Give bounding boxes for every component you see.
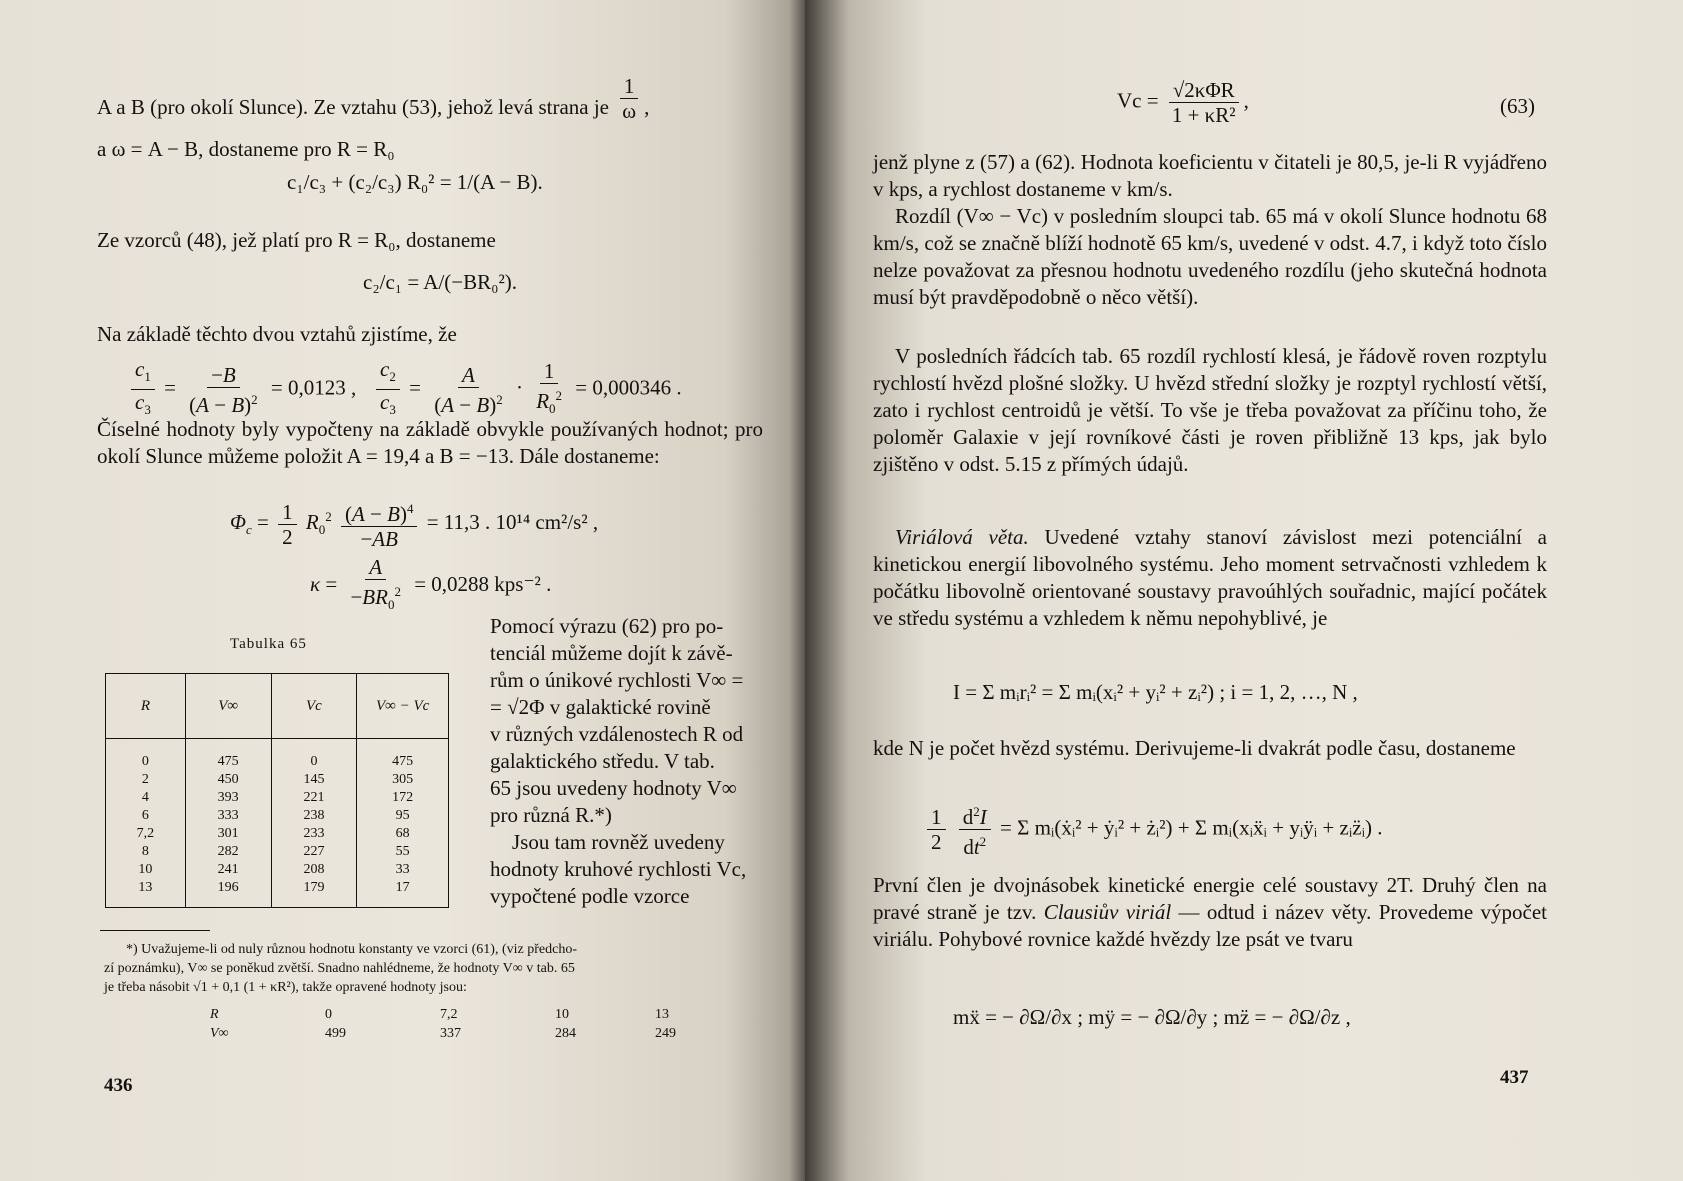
table-cell: 305 [392, 772, 414, 787]
table-cell: 68 [395, 826, 410, 841]
equation-5: κ = $\frac{A}{-BR_0^2}$ = 0,0288 kps⁻² . [310, 555, 552, 613]
right-paragraph-6-end: — odtud i název věty. Provedeme výpočet viriálu. Pohybové rovnice každé hvězdy lze psát ve tvaru [873, 900, 1547, 951]
table-column-vinf [185, 739, 271, 908]
right-paragraph-4 [873, 524, 1547, 632]
equation-5-result: = 0,0288 kps⁻² . [414, 571, 552, 596]
right-paragraph-2: Rozdíl (V∞ − Vc) v posledním sloupci tab. 65 má v okolí Slunce hodnotu 68 km/s, což se značně blíží hodnotě 65 km/s, uvedené v odst. 4.7, i když toto číslo nelze považovat za přesnou hodnotu uvedeného rozdílu (jeho skutečná hodnota musí být pravděpodobně o něco větší). [873, 204, 1547, 309]
table-cell: 6 [141, 808, 149, 823]
footnote-table-cell: 0 [325, 1007, 332, 1022]
side-text-line: pro různá R.*) [490, 803, 612, 827]
side-text-line: 65 jsou uvedeny hodnoty V∞ [490, 776, 737, 800]
left-paragraph-1: Číselné hodnoty byly vypočteny na základě obvykle používaných hodnot; pro okolí Slunce můžeme položit A = 19,4 a B = −13. Dále dostaneme: [97, 417, 763, 468]
table-column-diff [357, 739, 449, 908]
equation-4-result: = 11,3 . 10¹⁴ cm²/s² , [426, 509, 599, 534]
equation-moment-of-inertia: I = Σ mᵢrᵢ² = Σ mᵢ(xᵢ² + yᵢ² + zᵢ²) ; i = 1, 2, …, N , [953, 680, 1358, 704]
side-text-line: vypočtené podle vzorce [490, 884, 690, 908]
table-cell: 145 [303, 772, 325, 787]
equation-63-left: Vc = [1117, 88, 1159, 113]
equation-1: c₁/c₃ + (c₂/c₃) R₀² = 1/(A − B). [287, 170, 543, 194]
equations-of-motion: mẍ = − ∂Ω/∂x ; mÿ = − ∂Ω/∂y ; mz̈ = − ∂Ω/∂z , [953, 1005, 1351, 1029]
right-paragraph-4-text: Uvedené vztahy stanoví závislost mezi potenciální a kinetickou energií libovolného systému. Jeho moment setrvačnosti vzhledem k počátku libovolně orientované soustavy pravoúhlých souřadnic, mající počátek ve středu systému a vzhledem k němu nepohyblivé, je [873, 525, 1547, 630]
footnote-table-cell: 7,2 [440, 1007, 458, 1022]
table-cell: 179 [303, 880, 325, 895]
clausius-virial-term: Clausiův viriál [1043, 900, 1172, 924]
table-cell: 95 [395, 808, 410, 823]
side-text-line: tenciál můžeme dojít k závě- [490, 641, 733, 665]
table-cell: 8 [141, 844, 149, 859]
table-cell: 393 [217, 790, 239, 805]
table-cell: 13 [138, 880, 153, 895]
table-header-row [106, 674, 449, 739]
equation-3: $\frac{c_1}{c_3}$ = $\frac{-B}{(A - B)^2}$ = 0,0123 , $\frac{c_2}{c_3}$ = $\frac{A}{(A - B)^2}$ · $\frac{1}{R_0^2}$ = 0,000346 . [127, 357, 682, 422]
footnote-line: zí poznámku), V∞ se poněkud zvětší. Snadno nahlédneme, že hodnoty V∞ v tab. 65 [104, 961, 575, 976]
table-cell: 450 [217, 772, 239, 787]
side-text-line: = √2Φ v galaktické rovině [490, 695, 711, 719]
side-text-line: rům o únikové rychlosti V∞ = [490, 668, 744, 692]
table-65 [105, 673, 449, 908]
table-header-vinf: V∞ [185, 674, 271, 739]
table-cell: 475 [217, 754, 239, 769]
virial-theorem-heading: Viriálová věta. [895, 525, 1029, 549]
equation-second-derivative: $\frac{1}{2}$ $\frac{d^2I}{dt^2}$ = Σ mᵢ(ẋᵢ² + ẏᵢ² + żᵢ²) + Σ mᵢ(xᵢẍᵢ + yᵢÿᵢ + zᵢz̈ᵢ) . [923, 800, 1383, 859]
equation-63: Vc = $\frac{\text{√2κΦR}}{\text{1 + κR²}}$ , [1117, 78, 1249, 127]
table-cell: 333 [217, 808, 239, 823]
left-line-2: a ω = A − B, dostaneme pro R = R₀ [97, 137, 395, 161]
table-caption: Tabulka 65 [230, 636, 307, 652]
footnote-table-cell: 13 [655, 1007, 669, 1022]
footnote-rule [100, 930, 210, 931]
right-page [805, 0, 1683, 1181]
left-line-1-text: A a B (pro okolí Slunce). Ze vztahu (53), jehož levá strana je [97, 95, 609, 119]
footnote-table-cell: 10 [555, 1007, 569, 1022]
table-header-r: R [106, 674, 186, 739]
page-number-left: 436 [104, 1075, 133, 1096]
table-header-vc: Vc [271, 674, 357, 739]
table-cell: 282 [217, 844, 239, 859]
footnote-table-cell: 249 [655, 1026, 676, 1041]
table-cell: 2 [141, 772, 149, 787]
left-line-3: Ze vzorců (48), jež platí pro R = R₀, dostaneme [97, 228, 496, 252]
equation-3a-result: = 0,0123 , [270, 375, 357, 400]
equation-2: c₂/c₁ = A/(−BR₀²). [363, 270, 518, 294]
table-column-r [106, 739, 186, 908]
left-line-1-fraction: $\frac{1}{\omega}$ [618, 74, 640, 123]
side-text-line: Pomocí výrazu (62) pro po- [490, 614, 724, 638]
table-cell: 221 [303, 790, 325, 805]
footnote-table-cell: 499 [325, 1026, 346, 1041]
page-number-right: 437 [1500, 1067, 1529, 1088]
table-cell: 227 [303, 844, 325, 859]
right-paragraph-3: V posledních řádcích tab. 65 rozdíl rychlostí klesá, je řádově roven rozptylu rychlostí hvězd plošné složky. U hvězd střední složky je rozptyl rychlostí větší, zato i rychlost centroidů je větší. To vše je třeba považovat za příčinu toho, že poloměr Galaxie v její rovníkové části je roven přibližně 13 kps, jak bylo zjištěno v odst. 5.15 z přímých údajů. [873, 344, 1547, 476]
footnote [104, 940, 577, 997]
left-line-4: Na základě těchto dvou vztahů zjistíme, že [97, 322, 457, 346]
footnote-table-label: R [210, 1007, 219, 1022]
footnote-table-cell: 284 [555, 1026, 576, 1041]
right-paragraph-1: jenž plyne z (57) a (62). Hodnota koeficientu v čitateli je 80,5, je-li R vyjádřeno v kps, a rychlost dostaneme v km/s. [873, 150, 1547, 201]
side-text-line: Jsou tam rovněž uvedeny [512, 830, 725, 854]
table-cell: 10 [138, 862, 153, 877]
table-cell: 301 [217, 826, 239, 841]
equation-63-numerator: √2κΦR [1169, 78, 1239, 103]
left-page [0, 0, 805, 1181]
footnote-line: *) Uvažujeme-li od nuly různou hodnotu konstanty ve vzorci (61), (viz předcho- [126, 942, 577, 957]
table-cell: 33 [395, 862, 410, 877]
side-text-line: hodnoty kruhové rychlosti Vc, [490, 857, 747, 881]
table-cell: 233 [303, 826, 325, 841]
equation-63-denominator: 1 + κR² [1171, 103, 1236, 127]
right-paragraph-6 [873, 872, 1547, 953]
footnote-table-row-1 [210, 1005, 715, 1024]
table-cell: 238 [303, 808, 325, 823]
footnote-table-cell: 337 [440, 1026, 461, 1041]
table-cell: 4 [141, 790, 149, 805]
equation-3b-result: = 0,000346 . [575, 375, 682, 400]
right-paragraph-6-start: První člen je dvojnásobek kinetické energie celé soustavy 2T. Druhý člen na pravé straně je tzv. [873, 873, 1547, 924]
footnote-table-row-2 [210, 1024, 715, 1043]
table-cell: 7,2 [136, 826, 155, 841]
table-cell: 17 [395, 880, 410, 895]
footnote-table-label: V∞ [210, 1026, 229, 1041]
right-paragraph-5: kde N je počet hvězd systému. Derivujeme-li dvakrát podle času, dostaneme [873, 736, 1516, 760]
equation-second-derivative-rhs: = Σ mᵢ(ẋᵢ² + ẏᵢ² + żᵢ²) + Σ mᵢ(xᵢẍᵢ + yᵢÿᵢ + zᵢz̈ᵢ) . [1000, 815, 1383, 840]
table-cell: 172 [392, 790, 414, 805]
table-cell: 208 [303, 862, 325, 877]
table-header-diff: V∞ − Vc [357, 674, 449, 739]
side-text-line: galaktického středu. V tab. [490, 749, 715, 773]
table-cell: 0 [141, 754, 149, 769]
footnote-line: je třeba násobit √1 + 0,1 (1 + κR²), takže opravené hodnoty jsou: [104, 980, 467, 995]
table-cell: 0 [310, 754, 318, 769]
equation-63-label: (63) [1500, 94, 1535, 118]
table-cell: 55 [395, 844, 410, 859]
table-cell: 475 [392, 754, 414, 769]
table-body-row [106, 739, 449, 908]
left-line-1: A a B (pro okolí Slunce). Ze vztahu (53), jehož levá strana je $\frac{1}{\omega}$ , [97, 73, 650, 123]
table-column-vc [271, 739, 357, 908]
footnote-table [210, 1005, 715, 1043]
equation-4: $\Phi_c$ = $\frac{1}{2}$ $R_0^2$ $\frac{(A - B)^4}{-AB}$ = 11,3 . 10¹⁴ cm²/s² , [230, 497, 598, 551]
side-text [490, 613, 746, 910]
table-cell: 196 [217, 880, 239, 895]
side-text-line: v různých vzdálenostech R od [490, 722, 744, 746]
table-cell: 241 [217, 862, 239, 877]
